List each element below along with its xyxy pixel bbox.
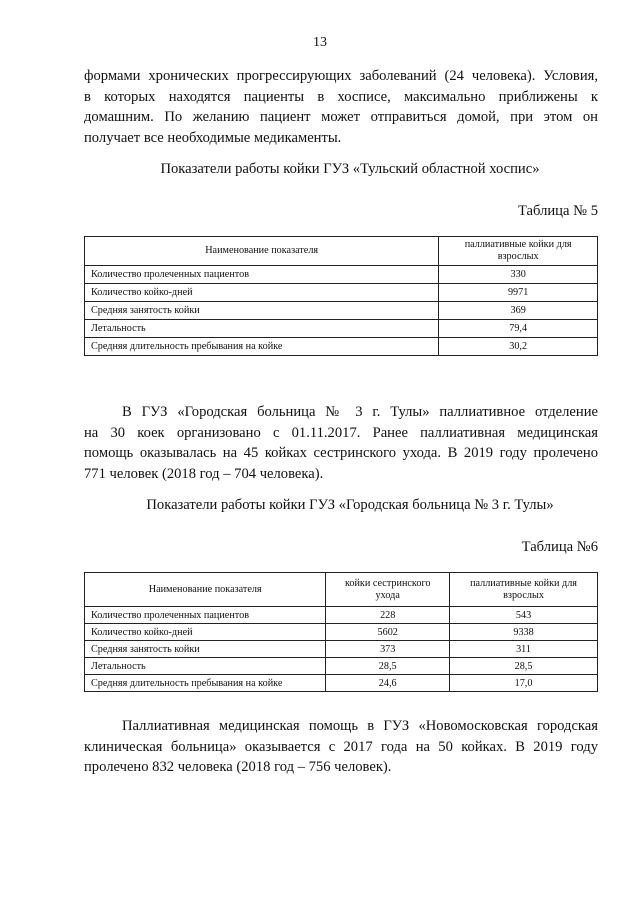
table-row xyxy=(85,320,598,338)
row-value-palliative: 543 xyxy=(450,607,598,624)
row-name: Количество пролеченных пациентов xyxy=(85,607,326,624)
table-row xyxy=(85,658,598,675)
row-name: Летальность xyxy=(85,658,326,675)
table6-caption: Показатели работы койки ГУЗ «Городская больница № 3 г. Тулы» xyxy=(146,497,554,513)
column-header-name: Наименование показателя xyxy=(85,237,439,266)
paragraph-line: в которых находятся пациенты в хосписе, максимально приближены к xyxy=(84,88,598,105)
table5-caption: Показатели работы койки ГУЗ «Тульский областной хоспис» xyxy=(160,161,540,177)
paragraph-line: Паллиативная медицинская помощь в ГУЗ «Новомосковская городская xyxy=(122,718,598,734)
row-value-nursing: 373 xyxy=(326,641,450,658)
row-name: Количество койко-дней xyxy=(85,284,439,302)
column-header-palliative: паллиативные койки для взрослых xyxy=(450,573,598,607)
row-value-nursing: 28,5 xyxy=(326,658,450,675)
row-value-nursing: 228 xyxy=(326,607,450,624)
row-value: 30,2 xyxy=(439,338,598,356)
row-name: Количество пролеченных пациентов xyxy=(85,266,439,284)
table-5 xyxy=(84,236,598,356)
table-row xyxy=(85,266,598,284)
row-name: Средняя длительность пребывания на койке xyxy=(85,675,326,692)
table-row xyxy=(85,284,598,302)
column-header-name: Наименование показателя xyxy=(85,573,326,607)
table-row xyxy=(85,607,598,624)
paragraph-line: клиническая больница» оказывается с 2017 года на 50 койках. В 2019 году xyxy=(84,738,598,755)
paragraph-3 xyxy=(84,716,598,778)
table-header-row xyxy=(85,237,598,266)
row-value-palliative: 17,0 xyxy=(450,675,598,692)
row-value-nursing: 5602 xyxy=(326,624,450,641)
row-value: 9971 xyxy=(439,284,598,302)
table-6 xyxy=(84,572,598,692)
row-value: 369 xyxy=(439,302,598,320)
row-value-palliative: 9338 xyxy=(450,624,598,641)
row-name: Средняя длительность пребывания на койке xyxy=(85,338,439,356)
table-row xyxy=(85,338,598,356)
row-name: Количество койко-дней xyxy=(85,624,326,641)
paragraph-2 xyxy=(84,402,598,484)
row-value-nursing: 24,6 xyxy=(326,675,450,692)
row-name: Средняя занятость койки xyxy=(85,302,439,320)
paragraph-1 xyxy=(84,66,598,148)
table-row xyxy=(85,641,598,658)
table-row xyxy=(85,675,598,692)
paragraph-line: 771 человек (2018 год – 704 человека). xyxy=(84,465,324,482)
row-value: 330 xyxy=(439,266,598,284)
column-header-palliative: паллиативные койки для взрослых xyxy=(439,237,598,266)
row-value-palliative: 311 xyxy=(450,641,598,658)
paragraph-line: пролечено 832 человека (2018 год – 756 человек). xyxy=(84,759,392,775)
row-name: Летальность xyxy=(85,320,439,338)
row-value: 79,4 xyxy=(439,320,598,338)
paragraph-line: формами хронических прогрессирующих заболеваний (24 человека). Условия, xyxy=(84,68,598,84)
page-number: 13 xyxy=(313,35,327,50)
table5-label: Таблица № 5 xyxy=(518,203,598,219)
paragraph-line: помощь оказывалась на 45 койках сестринского ухода. В 2019 году пролечено xyxy=(84,445,598,461)
paragraph-line: домашним. По желанию пациент может отправиться домой, при этом он xyxy=(84,109,598,125)
column-header-nursing: койки сестринского ухода xyxy=(326,573,450,607)
table6-label: Таблица №6 xyxy=(521,539,598,555)
paragraph-line: на 30 коек организовано с 01.11.2017. Ранее паллиативная медицинская xyxy=(84,424,598,441)
row-value-palliative: 28,5 xyxy=(450,658,598,675)
table-row xyxy=(85,624,598,641)
paragraph-line: получает все необходимые медикаменты. xyxy=(84,129,342,146)
table-header-row xyxy=(85,573,598,607)
row-name: Средняя занятость койки xyxy=(85,641,326,658)
table-row xyxy=(85,302,598,320)
paragraph-line: В ГУЗ «Городская больница № 3 г. Тулы» паллиативное отделение xyxy=(122,404,598,420)
